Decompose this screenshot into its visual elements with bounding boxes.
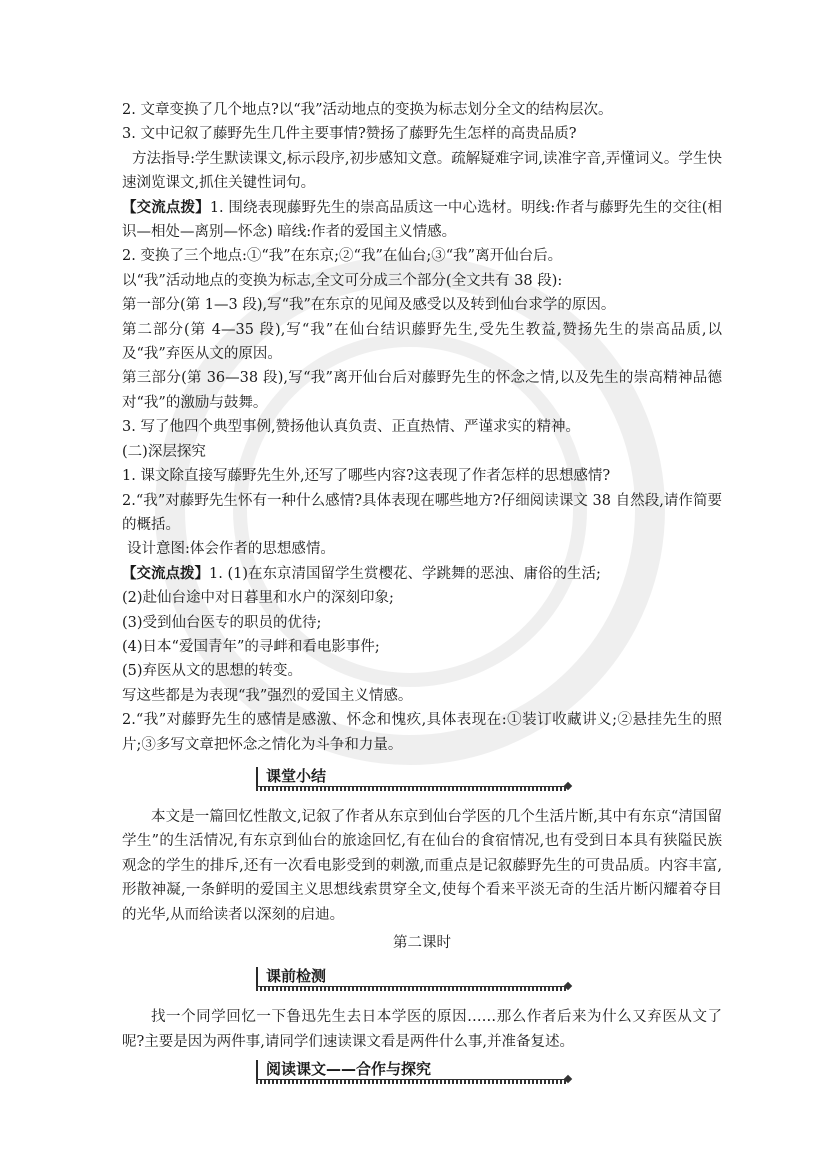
text-paragraph: 2.“我”对藤野先生怀有一种什么感情?具体表现在哪些地方?仔细阅读课文 38 自然段,请作简要的概括。: [122, 492, 722, 533]
text-paragraph: 第三部分(第 36—38 段),写“我”离开仙台后对藤野先生的怀念之情,以及先生的崇高精神品德对“我”的激励与鼓舞。: [122, 370, 722, 411]
document-page: [122, 98, 722, 1098]
section-header-reading: [256, 1058, 568, 1084]
text-line: (3)受到仙台医专的职员的优待;: [122, 614, 322, 631]
text-line: 写这些都是为表现“我”强烈的爱国主义情感。: [122, 687, 413, 704]
text-line: (2)赴仙台途中对日暮里和水户的深刻印象;: [122, 590, 394, 607]
method-guide: 方法指导:学生默读课文,标示段序,初步感知文意。疏解疑难字词,读准字音,弄懂词义。学生快速浏览课文,抓住关键性词句。: [122, 150, 722, 192]
text-line: 3. 写了他四个典型事例,赞扬他认真负责、正直热情、严谨求实的精神。: [122, 419, 581, 436]
exchange-text: 1. 围绕表现藤野先生的崇高品质这一中心选材。明线:作者与藤野先生的交往(相识—相处—离别—怀念) 暗线:作者的爱国主义情感。: [122, 199, 723, 241]
text-paragraph: 2.“我”对藤野先生的感情是感激、怀念和愧疚,具体表现在:①装订收藏讲义;②悬挂先生的照片;③多写文章把怀念之情化为斗争和力量。: [122, 712, 722, 753]
subsection-heading: (二)深层探究: [122, 443, 206, 460]
text-line: (5)弃医从文的思想的转变。: [122, 663, 303, 680]
exchange-text: 1. (1)在东京清国留学生赏樱花、学跳舞的恶浊、庸俗的生活;: [209, 565, 601, 582]
divider: [256, 786, 568, 791]
design-intent: 设计意图:体会作者的思想感情。: [127, 541, 335, 558]
exchange-tag: 【交流点拨】: [122, 564, 209, 582]
exchange-tag: 【交流点拨】: [122, 198, 210, 216]
divider: [256, 986, 568, 991]
section-title: 阅读课文——合作与探究: [266, 1060, 432, 1079]
text-line: (4)日本“爱国青年”的寻衅和看电影事件;: [122, 638, 380, 655]
section-header-summary: [256, 765, 568, 791]
section-title: 课堂小结: [266, 766, 327, 785]
summary-paragraph: 本文是一篇回忆性散文,记叙了作者从东京到仙台学医的几个生活片断,其中有东京“清国留学生”的生活情况,有东京到仙台的旅途回忆,有在仙台的食宿情况,也有受到日本具有狭隘民族观念的学生的排斥,还有一次看电影受到的刺激,而重点是记叙藤野先生的可贵品质。内容丰富,形散神凝,一条鲜明的爱国主义思想线索贯穿全文,使每个看来平淡无奇的生活片断闪耀着夺目的光华,从而给读者以深刻的启迪。: [122, 808, 722, 923]
exchange-point-2: [122, 562, 722, 586]
section-title: 课前检测: [266, 967, 327, 986]
text-line: 2. 文章变换了几个地点?以“我”活动地点的变换为标志划分全文的结构层次。: [122, 102, 613, 118]
lesson-title: 第二课时: [393, 935, 451, 951]
divider: [256, 1079, 568, 1084]
section-header-precheck: [256, 965, 568, 991]
text-line: 1. 课文除直接写藤野先生外,还写了哪些内容?这表现了作者怎样的思想感情?: [122, 468, 611, 485]
text-line: 3. 文中记叙了藤野先生几件主要事情?赞扬了藤野先生怎样的高贵品质?: [122, 126, 577, 143]
text-paragraph: 第二部分(第 4—35 段),写“我”在仙台结识藤野先生,受先生教益,赞扬先生的崇高品质,以及“我”弃医从文的原因。: [122, 321, 722, 363]
precheck-paragraph: 找一个同学回忆一下鲁迅先生去日本学医的原因……那么作者后来为什么又弃医从文了呢?主要是因为两件事,请同学们速读课文看是两件什么事,并准备复述。: [122, 1009, 722, 1050]
text-line: 2. 变换了三个地点:①“我”在东京;②“我”在仙台;③“我”离开仙台后。: [122, 248, 563, 265]
text-line: 第一部分(第 1—3 段),写“我”在东京的见闻及感受以及转到仙台求学的原因。: [122, 297, 616, 314]
exchange-point-1: [122, 196, 722, 245]
text-line: 以“我”活动地点的变换为标志,全文可分成三个部分(全文共有 38 段):: [122, 272, 563, 289]
